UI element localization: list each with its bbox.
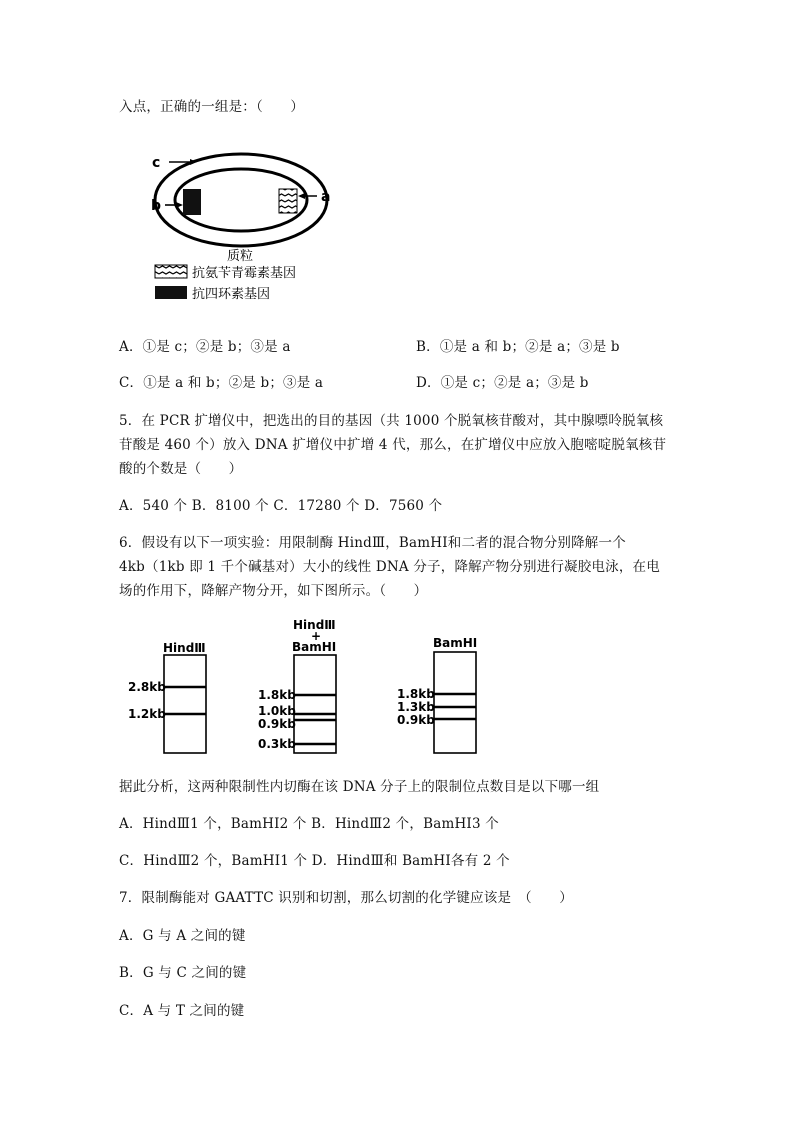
label-b: b	[151, 198, 162, 214]
tetracycline-gene-segment	[183, 189, 201, 215]
q7-option-b: B．G 与 C 之间的键	[119, 965, 247, 981]
q6-analysis: 据此分析，这两种限制性内切酶在该 DNA 分子上的限制位点数目是以下哪一组	[119, 779, 600, 795]
q7-option-a: A．G 与 A 之间的键	[119, 928, 246, 944]
gel-electrophoresis-diagram	[120, 615, 500, 765]
lane1-label: HindⅢ	[163, 641, 206, 655]
lane1-gel	[164, 655, 206, 753]
q6-line-1: 6．假设有以下一项实验：用限制酶 HindⅢ，BamHⅠ和二者的混合物分别降解一个	[119, 535, 626, 551]
lane3-band-label-2: 1.3kb	[397, 700, 435, 714]
solid-black-icon	[155, 286, 187, 299]
lane3-label: BamHⅠ	[433, 636, 478, 650]
plasmid-diagram	[145, 145, 345, 310]
ampicillin-gene-segment	[279, 189, 297, 213]
q6-line-2: 4kb（1kb 即 1 千个碱基对）大小的线性 DNA 分子，降解产物分别进行凝胶电泳，在电	[119, 559, 660, 575]
q4-option-c: C．①是 a 和 b；②是 b；③是 a	[119, 375, 324, 391]
lane1-band-label-1: 2.8kb	[128, 680, 166, 694]
lane2-band-label-1: 1.8kb	[258, 688, 296, 702]
q7-stem: 7．限制酶能对 GAATTC 识别和切割，那么切割的化学键应该是 （ ）	[119, 890, 573, 906]
q5-line-1: 5．在 PCR 扩增仪中，把选出的目的基因（共 1000 个脱氧核苷酸对，其中腺嘌呤脱氧核	[119, 413, 664, 429]
q4-option-b: B．①是 a 和 b；②是 a；③是 b	[416, 339, 620, 355]
label-c: c	[152, 155, 161, 171]
lane2-gel	[294, 655, 336, 753]
lane2-band-label-3: 0.9kb	[258, 717, 296, 731]
lane2-band-label-4: 0.3kb	[258, 737, 296, 751]
question-4-stem-tail: 入点，正确的一组是：（ ）	[119, 99, 305, 115]
legend-ampicillin: 抗氨苄青霉素基因	[192, 266, 297, 281]
legend-tetracycline: 抗四环素基因	[192, 287, 271, 302]
lane2-label-plus: +	[311, 629, 322, 643]
lane2-label-top: HindⅢ	[293, 618, 336, 632]
lane2-label-bottom: BamHⅠ	[292, 640, 337, 654]
q6-line-3: 场的作用下，降解产物分开，如下图所示。（ ）	[119, 583, 428, 599]
q4-option-a: A．①是 c；②是 b；③是 a	[119, 339, 291, 355]
q5-line-2: 苷酸是 460 个）放入 DNA 扩增仪中扩增 4 代，那么，在扩增仪中应放入胞嘧啶脱氧核苷	[119, 437, 667, 453]
q5-options: A．540 个 B．8100 个 C．17280 个 D．7560 个	[119, 498, 443, 514]
lane2-band-label-2: 1.0kb	[258, 704, 296, 718]
q7-option-c: C．A 与 T 之间的键	[119, 1003, 245, 1019]
lane3-band-label-1: 1.8kb	[397, 687, 435, 701]
plasmid-caption: 质粒	[227, 249, 254, 264]
q6-options-cd: C．HindⅢ2 个，BamHⅠ1 个 D．HindⅢ和 BamHⅠ各有 2 个	[119, 853, 510, 869]
q4-option-d: D．①是 c；②是 a；③是 b	[416, 375, 589, 391]
q5-line-3: 酸的个数是（ ）	[119, 461, 243, 477]
lane3-band-label-3: 0.9kb	[397, 713, 435, 727]
q6-options-ab: A．HindⅢ1 个，BamHⅠ2 个 B．HindⅢ2 个，BamHⅠ3 个	[119, 816, 499, 832]
lane1-band-label-2: 1.2kb	[128, 707, 166, 721]
wavy-pattern-icon	[155, 265, 187, 278]
lane3-gel	[434, 652, 476, 753]
label-a: a	[321, 189, 331, 205]
